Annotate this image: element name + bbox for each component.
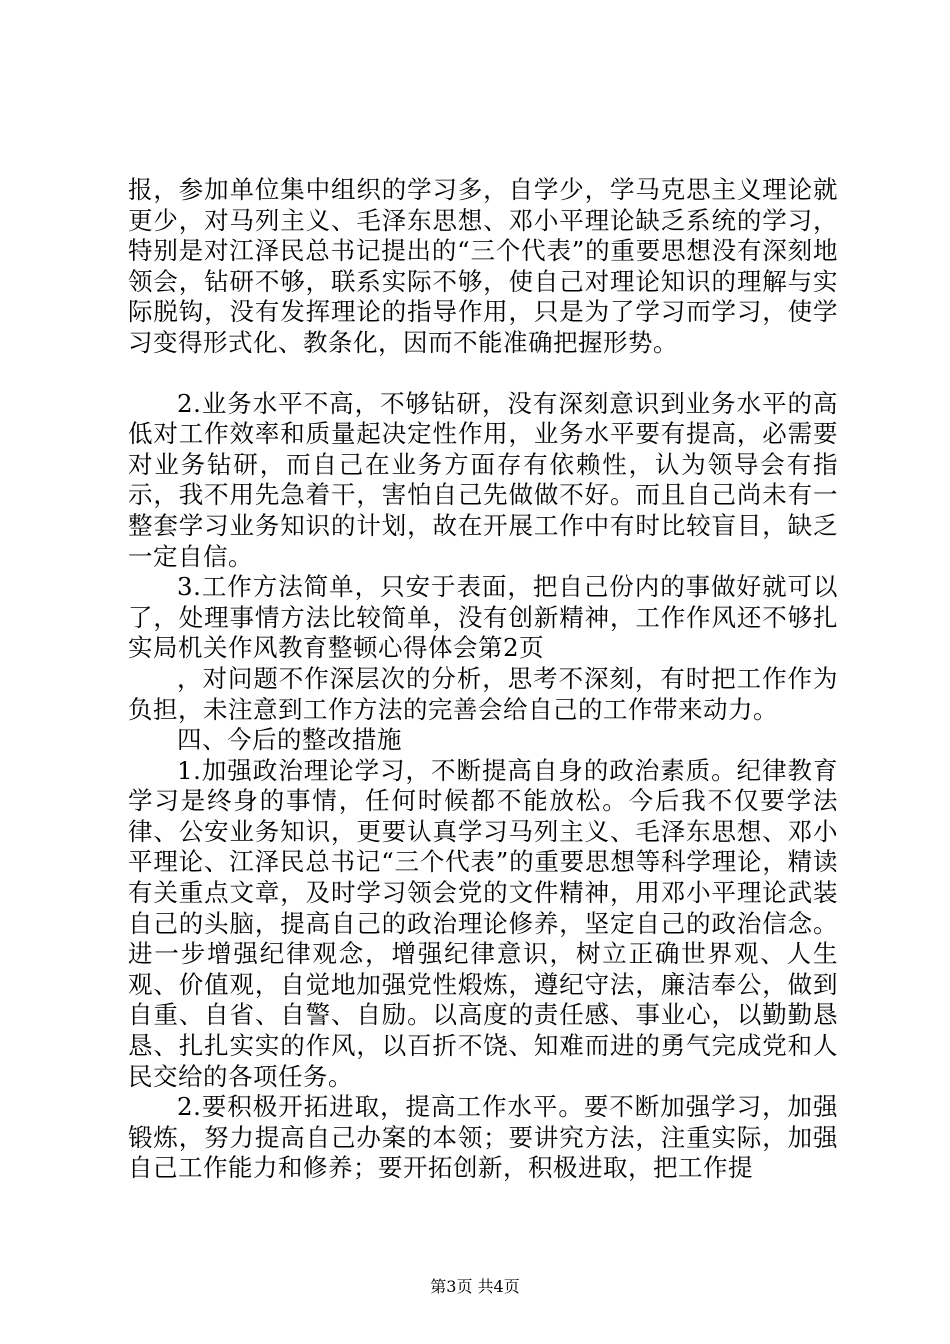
document-body (128, 175, 838, 1184)
page-footer: 第3页 共4页 (430, 1277, 520, 1296)
paragraph-measure-2: 2.要积极开拓进取，提高工作水平。要不断加强学习，加强锻炼，努力提高自己办案的本领；要讲究方法，注重实际，加强自己工作能力和修养；要开拓创新，积极进取，把工作提 (128, 1092, 838, 1183)
paragraph-item-2: 2.业务水平不高，不够钻研，没有深刻意识到业务水平的高低对工作效率和质量起决定性作用，业务水平要有提高，必需要对业务钻研，而自己在业务方面存有依赖性，认为领导会有指示，我不用先急着干，害怕自己先做做不好。而且自己尚未有一整套学习业务知识的计划，故在开展工作中有时比较盲目，缺乏一定自信。 (128, 388, 838, 571)
paragraph-item-3: 3.工作方法简单，只安于表面，把自己份内的事做好就可以了，处理事情方法比较简单，没有创新精神，工作作风还不够扎实局机关作风教育整顿心得体会第2页 (128, 572, 838, 663)
paragraph-continuation: 报，参加单位集中组织的学习多，自学少，学马克思主义理论就更少，对马列主义、毛泽东思想、邓小平理论缺乏系统的学习，特别是对江泽民总书记提出的“三个代表”的重要思想没有深刻地领会，钻研不够，联系实际不够，使自己对理论知识的理解与实际脱钩，没有发挥理论的指导作用，只是为了学习而学习，使学习变得形式化、教条化，因而不能准确把握形势。 (128, 175, 838, 357)
paragraph-item-3-continued: ，对问题不作深层次的分析，思考不深刻，有时把工作作为负担，未注意到工作方法的完善会给自己的工作带来动力。 (128, 663, 838, 724)
paragraph-measure-1: 1.加强政治理论学习，不断提高自身的政治素质。纪律教育学习是终身的事情，任何时候都不能放松。今后我不仅要学法律、公安业务知识，更要认真学习马列主义、毛泽东思想、邓小平理论、江泽民总书记“三个代表”的重要思想等科学理论，精读有关重点文章，及时学习领会党的文件精神，用邓小平理论武装自己的头脑，提高自己的政治理论修养，坚定自己的政治信念。进一步增强纪律观念，增强纪律意识，树立正确世界观、人生观、价值观，自觉地加强党性煅炼，遵纪守法，廉洁奉公，做到自重、自省、自警、自励。以高度的责任感、事业心，以勤勤恳恳、扎扎实实的作风，以百折不饶、知难而进的勇气完成党和人民交给的各项任务。 (128, 755, 838, 1091)
section-heading-rectification: 四、今后的整改措施 (177, 725, 402, 755)
